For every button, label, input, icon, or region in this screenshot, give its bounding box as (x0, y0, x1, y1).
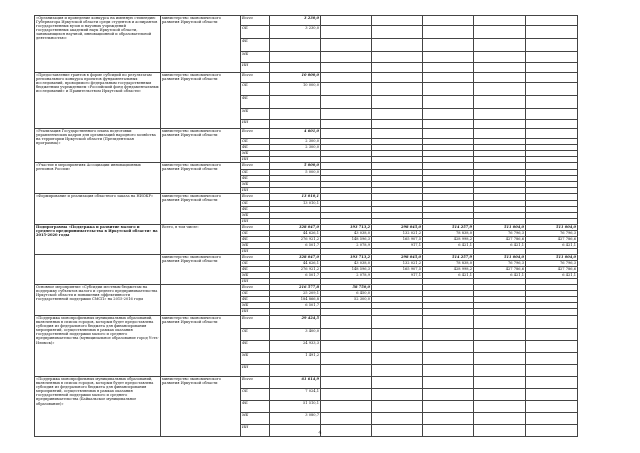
funding-source-cell: МБ (241, 151, 270, 157)
amount-cell: 511 004,0 (526, 255, 578, 261)
amount-cell (372, 83, 423, 96)
amount-cell: 44 626,1 (270, 231, 321, 237)
executor-cell: министерство экономического развития Иркутской области (161, 16, 241, 73)
funding-source-cell: ФБ (241, 39, 270, 52)
amount-cell (526, 39, 578, 52)
amount-cell (372, 163, 423, 170)
amount-cell: 6 421,1 (474, 243, 526, 249)
amount-cell (372, 96, 423, 109)
document-sheet (34, 15, 577, 437)
funding-source-cell: МБ (241, 243, 270, 249)
amount-cell (372, 413, 423, 425)
amount-cell (474, 341, 526, 353)
amount-cell (423, 341, 474, 353)
activity-name-cell: «Поддержка монопрофильных муниципальных образований, включенных в список городов, которым будет предоставлена субсидия из федерального бюджета для финансирования мероприятий, осуществляемых в рамках оказания государственной поддержки малого и среднего предпринимательства (Байкальское муниципальное образование)» (35, 377, 161, 437)
amount-cell: 78 838,0 (423, 231, 474, 237)
amount-cell (270, 120, 321, 129)
amount-cell: 165 907,5 (372, 267, 423, 273)
amount-cell: 10 000,0 (270, 73, 321, 83)
amount-cell: 514 257,9 (423, 255, 474, 261)
amount-cell: 13 010,1 (270, 201, 321, 207)
funding-source-cell: ОБ (241, 389, 270, 401)
amount-cell (321, 63, 372, 73)
amount-cell (474, 63, 526, 73)
amount-cell (321, 83, 372, 96)
activity-name-cell: «Поддержка монопрофильных муниципальных образований, включенных в список городов, которым будет предоставлена субсидия из федерального бюджета для финансирования мероприятий, осуществляемых в рамках оказания государственной поддержки малого и среднего предпринимательства (муниципальное образование город Усть-Илимск)» (35, 316, 161, 377)
funding-source-cell: Всего (241, 129, 270, 139)
funding-source-cell: МБ (241, 213, 270, 219)
amount-cell (372, 316, 423, 329)
amount-cell: 6 501,7 (270, 273, 321, 279)
amount-cell (474, 96, 526, 109)
amount-cell (372, 389, 423, 401)
amount-cell (321, 52, 372, 63)
amount-cell: 511 004,0 (474, 255, 526, 261)
funding-source-cell: ИИ (241, 188, 270, 194)
amount-cell: 193 713,2 (321, 225, 372, 231)
activity-name-cell (35, 255, 161, 285)
amount-cell (423, 109, 474, 120)
amount-cell (474, 389, 526, 401)
amount-cell (321, 39, 372, 52)
amount-cell (372, 26, 423, 39)
amount-cell: 76 796,3 (526, 261, 578, 267)
funding-source-cell: Всего (241, 73, 270, 83)
amount-cell: 427 786,6 (474, 237, 526, 243)
funding-source-cell: МБ (241, 273, 270, 279)
amount-cell: 3 230,0 (270, 16, 321, 26)
amount-cell: 43 038,0 (321, 231, 372, 237)
amount-cell (372, 109, 423, 120)
amount-cell (372, 353, 423, 365)
amount-cell (372, 365, 423, 377)
executor-cell: министерство экономического развития Иркутской области (161, 194, 241, 225)
amount-cell (423, 389, 474, 401)
amount-cell (423, 63, 474, 73)
amount-cell (474, 120, 526, 129)
amount-cell (321, 73, 372, 83)
amount-cell (423, 52, 474, 63)
amount-cell: 132 021,2 (372, 261, 423, 267)
amount-cell (526, 377, 578, 389)
amount-cell: 78 838,0 (423, 261, 474, 267)
amount-cell: 43 038,0 (321, 261, 372, 267)
amount-cell: 5 000,0 (270, 163, 321, 170)
amount-cell (270, 39, 321, 52)
amount-cell: 29 424,5 (270, 316, 321, 329)
amount-cell (526, 341, 578, 353)
amount-cell (321, 309, 372, 316)
amount-cell (474, 129, 526, 139)
amount-cell: 328 047,0 (270, 255, 321, 261)
amount-cell (474, 401, 526, 413)
page-number: 4 (318, 430, 322, 436)
amount-cell (321, 120, 372, 129)
funding-source-cell: ИИ (241, 425, 270, 437)
funding-source-cell: МБ (241, 52, 270, 63)
amount-cell (270, 309, 321, 316)
funding-source-cell: Всего (241, 255, 270, 261)
amount-cell: 193 713,2 (321, 255, 372, 261)
amount-cell (526, 52, 578, 63)
amount-cell: 427 786,6 (526, 237, 578, 243)
amount-cell (372, 63, 423, 73)
amount-cell: 216 577,8 (270, 285, 321, 291)
amount-cell (321, 389, 372, 401)
funding-source-cell: Всего (241, 194, 270, 201)
amount-cell (372, 329, 423, 341)
amount-cell (372, 401, 423, 413)
amount-cell (372, 16, 423, 26)
funding-source-cell: ИИ (241, 365, 270, 377)
amount-cell: 6 421,1 (423, 243, 474, 249)
amount-cell (321, 96, 372, 109)
funding-source-cell: Всего (241, 225, 270, 231)
funding-source-cell: МБ (241, 413, 270, 425)
amount-cell (423, 16, 474, 26)
amount-cell: 511 004,0 (474, 225, 526, 231)
amount-cell (423, 309, 474, 316)
executor-cell: министерство экономического развития Иркутской области (161, 255, 241, 285)
amount-cell: 61 614,9 (270, 377, 321, 389)
funding-source-cell: ИИ (241, 120, 270, 129)
table-row (35, 316, 578, 329)
table-row (35, 163, 578, 170)
amount-cell: 3 080,7 (270, 413, 321, 425)
funding-source-cell: МБ (241, 303, 270, 309)
amount-cell (474, 329, 526, 341)
amount-cell (321, 341, 372, 353)
funding-source-cell: МБ (241, 353, 270, 365)
amount-cell (474, 365, 526, 377)
amount-cell (526, 83, 578, 96)
activity-name-cell: «Участие в мероприятиях Ассоциации инновационных регионов России» (35, 163, 161, 194)
funding-source-cell: ОБ (241, 329, 270, 341)
amount-cell (321, 365, 372, 377)
amount-cell: 511 004,0 (526, 225, 578, 231)
funding-source-cell: ОБ (241, 291, 270, 297)
executor-cell: министерство экономического развития Иркутской области (161, 377, 241, 437)
amount-cell (526, 163, 578, 170)
executor-cell: министерство экономического развития Иркутской области (161, 163, 241, 194)
amount-cell (526, 26, 578, 39)
funding-source-cell: ОБ (241, 231, 270, 237)
amount-cell (474, 83, 526, 96)
amount-cell (423, 83, 474, 96)
executor-cell: Всего, в том числе: (161, 225, 241, 255)
funding-source-cell: ФБ (241, 145, 270, 151)
amount-cell (526, 16, 578, 26)
amount-cell (474, 73, 526, 83)
amount-cell (526, 309, 578, 316)
amount-cell (423, 39, 474, 52)
amount-cell: 276 921,2 (270, 237, 321, 243)
activity-name-cell: Основное мероприятие «Субсидии местным бюджетам на поддержку субъектов малого и среднего предпринимательства Иркутской области и повышения эффективности государственной поддержки СМСП» на 2015-2016 годы (35, 285, 161, 316)
amount-cell: 917,1 (372, 273, 423, 279)
table-row (35, 194, 578, 201)
amount-cell (423, 163, 474, 170)
amount-cell (474, 26, 526, 39)
activity-name-cell: «Формирование и реализация областного заказа на НИОКР» (35, 194, 161, 225)
amount-cell (372, 39, 423, 52)
amount-cell: 165 907,5 (372, 237, 423, 243)
amount-cell (270, 365, 321, 377)
amount-cell: 6 501,7 (270, 303, 321, 309)
amount-cell: 6 421,1 (423, 273, 474, 279)
amount-cell (321, 377, 372, 389)
amount-cell (474, 353, 526, 365)
amount-cell: 298 045,0 (372, 255, 423, 261)
amount-cell: 6 421,1 (526, 243, 578, 249)
amount-cell (321, 329, 372, 341)
funding-source-cell: ОБ (241, 139, 270, 145)
amount-cell (474, 413, 526, 425)
funding-source-cell: ИИ (241, 157, 270, 163)
amount-cell: 427 786,6 (526, 267, 578, 273)
funding-source-cell: ФБ (241, 401, 270, 413)
amount-cell: 58 750,0 (321, 285, 372, 291)
funding-source-cell: ФБ (241, 297, 270, 303)
amount-cell: 6 421,1 (526, 273, 578, 279)
amount-cell (423, 365, 474, 377)
amount-cell (270, 96, 321, 109)
amount-cell (270, 52, 321, 63)
funding-source-cell: ФБ (241, 176, 270, 182)
amount-cell (321, 316, 372, 329)
amount-cell: 6 501,7 (270, 243, 321, 249)
amount-cell (474, 163, 526, 170)
funding-source-cell: Всего (241, 16, 270, 26)
funding-source-cell: ФБ (241, 207, 270, 213)
amount-cell: 13 010,1 (270, 194, 321, 201)
amount-cell: 25 209,1 (270, 291, 321, 297)
amount-cell (526, 365, 578, 377)
funding-source-cell: ФБ (241, 341, 270, 353)
amount-cell: 298 045,0 (372, 225, 423, 231)
amount-cell (423, 401, 474, 413)
amount-cell (526, 353, 578, 365)
amount-cell: 52 300,0 (321, 297, 372, 303)
table-row (35, 377, 578, 389)
amount-cell: 132 021,2 (372, 231, 423, 237)
amount-cell (321, 16, 372, 26)
executor-cell: министерство экономического развития Иркутской области (161, 129, 241, 163)
amount-cell (423, 96, 474, 109)
amount-cell: 428 998,2 (423, 267, 474, 273)
amount-cell (321, 26, 372, 39)
activity-name-cell: Подпрограмма «Поддержка и развитие малого и среднего предпринимательства в Иркутской области» на 2015-2020 годы (35, 225, 161, 255)
funding-source-cell: Всего (241, 163, 270, 170)
amount-cell (474, 377, 526, 389)
amount-cell (423, 129, 474, 139)
funding-source-cell: Всего (241, 377, 270, 389)
amount-cell: 6 450,0 (321, 291, 372, 297)
amount-cell: 917,1 (372, 243, 423, 249)
amount-cell: 44 626,1 (270, 261, 321, 267)
executor-cell: министерство экономического развития Иркутской области (161, 73, 241, 129)
amount-cell: 2 078,9 (321, 243, 372, 249)
amount-cell (526, 109, 578, 120)
funding-source-cell: ИИ (241, 219, 270, 225)
amount-cell: 3 230,0 (270, 26, 321, 39)
amount-cell (321, 353, 372, 365)
amount-cell: 427 786,6 (474, 267, 526, 273)
amount-cell: 428 998,2 (423, 237, 474, 243)
funding-source-cell: Всего (241, 285, 270, 291)
amount-cell (423, 329, 474, 341)
amount-cell (526, 413, 578, 425)
amount-cell (474, 316, 526, 329)
amount-cell (526, 389, 578, 401)
activity-name-cell: «Организация и проведение конкурса на именную стипендию Губернатора Иркутской области среди студентов и аспирантов государственных вузов и научных учреждений государственных академий наук Иркутской области, занимающихся научной, инновационной и образовательной деятельностью» (35, 16, 161, 73)
amount-cell: 148 596,3 (321, 267, 372, 273)
amount-cell: 328 047,0 (270, 225, 321, 231)
amount-cell (270, 109, 321, 120)
amount-cell (372, 129, 423, 139)
funding-source-cell: ФБ (241, 237, 270, 243)
amount-cell (270, 63, 321, 73)
funding-source-cell: МБ (241, 109, 270, 120)
executor-cell (161, 285, 241, 316)
amount-cell (423, 316, 474, 329)
amount-cell (372, 52, 423, 63)
amount-cell: 7 024,1 (270, 389, 321, 401)
table-row (35, 129, 578, 139)
amount-cell: 2 300,0 (270, 139, 321, 145)
amount-cell (474, 39, 526, 52)
amount-cell (372, 120, 423, 129)
amount-cell (321, 163, 372, 170)
amount-cell (372, 341, 423, 353)
amount-cell (526, 129, 578, 139)
amount-cell: 2 078,9 (321, 273, 372, 279)
amount-cell (526, 329, 578, 341)
funding-source-cell: Всего (241, 316, 270, 329)
amount-cell: 5 000,0 (270, 170, 321, 176)
amount-cell: 76 796,3 (526, 231, 578, 237)
amount-cell (372, 73, 423, 83)
amount-cell: 10 000,0 (270, 83, 321, 96)
amount-cell (423, 353, 474, 365)
amount-cell (372, 309, 423, 316)
amount-cell: 4 601,0 (270, 129, 321, 139)
funding-source-cell: ИИ (241, 249, 270, 255)
amount-cell (321, 401, 372, 413)
amount-cell (526, 316, 578, 329)
amount-cell: 76 796,3 (474, 261, 526, 267)
funding-source-cell: ФБ (241, 96, 270, 109)
activity-name-cell: «Предоставление грантов в форме субсидий по результатам регионального конкурса проектов фундаментальных исследований, проводимого федеральным государственным бюджетным учреждением «Российский фонд фундаментальных исследований» и Правительством Иркутской области» (35, 73, 161, 129)
funding-source-cell: МБ (241, 182, 270, 188)
amount-cell (423, 26, 474, 39)
amount-cell (423, 120, 474, 129)
amount-cell: 76 796,3 (474, 231, 526, 237)
executor-cell: министерство экономического развития Иркутской области (161, 316, 241, 377)
funding-source-cell: ИИ (241, 279, 270, 285)
budget-table (34, 15, 578, 437)
activity-name-cell: «Реализация Государственного плана подготовки управленческих кадров для организаций народного хозяйства на территории Иркутской области (Президентская программа)» (35, 129, 161, 163)
amount-cell: 184 866,8 (270, 297, 321, 303)
amount-cell (526, 96, 578, 109)
amount-cell: 148 596,3 (321, 237, 372, 243)
amount-cell (474, 309, 526, 316)
amount-cell: 2 300,0 (270, 145, 321, 151)
amount-cell (474, 16, 526, 26)
funding-source-cell: ФБ (241, 267, 270, 273)
funding-source-cell: ОБ (241, 170, 270, 176)
funding-source-cell: ИИ (241, 63, 270, 73)
amount-cell (372, 194, 423, 201)
amount-cell (474, 52, 526, 63)
amount-cell (321, 194, 372, 201)
funding-source-cell: ОБ (241, 26, 270, 39)
amount-cell: 24 933,3 (270, 341, 321, 353)
amount-cell (474, 109, 526, 120)
amount-cell (372, 377, 423, 389)
amount-cell: 514 257,9 (423, 225, 474, 231)
amount-cell (423, 413, 474, 425)
funding-source-cell: ОБ (241, 83, 270, 96)
amount-cell: 3 400,0 (270, 329, 321, 341)
amount-cell (526, 73, 578, 83)
amount-cell (526, 401, 578, 413)
amount-cell (423, 194, 474, 201)
amount-cell: 6 421,1 (474, 273, 526, 279)
amount-cell: 51 510,1 (270, 401, 321, 413)
funding-source-cell: ИИ (241, 309, 270, 316)
table-row (35, 73, 578, 83)
amount-cell (321, 109, 372, 120)
amount-cell (321, 129, 372, 139)
amount-cell (474, 194, 526, 201)
amount-cell: 276 921,2 (270, 267, 321, 273)
amount-cell (526, 63, 578, 73)
amount-cell (321, 413, 372, 425)
funding-source-cell: ОБ (241, 261, 270, 267)
amount-cell (423, 377, 474, 389)
amount-cell (526, 120, 578, 129)
table-row (35, 16, 578, 26)
funding-source-cell: ОБ (241, 201, 270, 207)
amount-cell (526, 194, 578, 201)
amount-cell: 1 491,2 (270, 353, 321, 365)
amount-cell (423, 73, 474, 83)
